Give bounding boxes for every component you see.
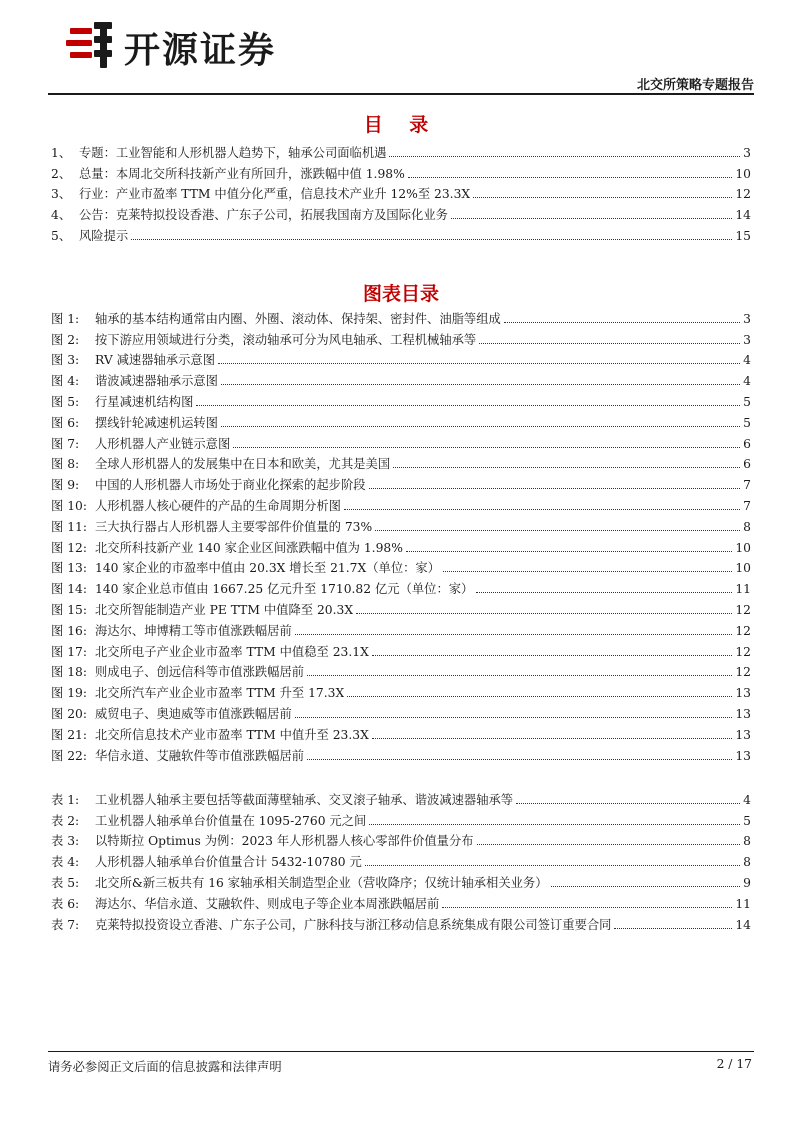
toc-entry-number: 图 4: xyxy=(51,374,80,389)
toc-leader-dots xyxy=(221,384,740,385)
toc-entry-number: 表 3: xyxy=(51,834,80,849)
toc-entry-page: 11 xyxy=(735,896,751,911)
toc-entry[interactable] xyxy=(51,787,751,808)
toc-leader-dots xyxy=(347,696,732,697)
toc-entry-page: 8 xyxy=(743,834,751,849)
toc-entry-title: 140 家企业的市盈率中值由 20.3X 增长至 21.7X（单位：家） xyxy=(95,561,441,576)
toc-entry-page: 8 xyxy=(743,855,751,870)
toc-entry[interactable] xyxy=(51,452,751,473)
toc-entry-number: 表 6: xyxy=(51,896,80,911)
toc-entry[interactable] xyxy=(51,306,751,327)
contents-list xyxy=(51,140,751,244)
toc-entry-page: 4 xyxy=(743,353,751,368)
toc-entry-page: 5 xyxy=(743,394,751,409)
toc-entry-page: 13 xyxy=(735,706,751,721)
toc-leader-dots xyxy=(443,571,732,572)
toc-leader-dots xyxy=(516,803,740,804)
toc-entry-number: 4、 xyxy=(51,208,72,223)
toc-entry-number: 图 12: xyxy=(51,540,87,555)
toc-entry[interactable] xyxy=(51,870,751,891)
toc-entry-title: 轴承的基本结构通常由内圈、外圈、滚动体、保持架、密封件、油脂等组成 xyxy=(95,311,501,326)
toc-entry-number: 图 22: xyxy=(51,748,87,763)
toc-entry-title: 北交所电子产业企业市盈率 TTM 中值稳至 23.1X xyxy=(95,644,369,659)
toc-entry-number: 图 3: xyxy=(51,353,80,368)
toc-entry-title: 北交所智能制造产业 PE TTM 中值降至 20.3X xyxy=(95,602,354,617)
toc-entry-title: 海达尔、华信永道、艾融软件、则成电子等企业本周涨跌幅居前 xyxy=(95,896,440,911)
toc-entry-page: 12 xyxy=(735,623,751,638)
toc-entry-title: 北交所&新三板共有 16 家轴承相关制造型企业（营收降序；仅统计轴承相关业务） xyxy=(95,875,548,890)
toc-leader-dots xyxy=(476,592,732,593)
toc-entry-title: 行业：产业市盈率 TTM 中值分化严重，信息技术产业升 12%至 23.3X xyxy=(79,187,471,202)
logo-mark-icon xyxy=(64,18,120,74)
toc-entry-page: 3 xyxy=(743,311,751,326)
toc-entry[interactable] xyxy=(51,389,751,410)
toc-entry-title: 摆线针轮减速机运转图 xyxy=(95,415,218,430)
toc-entry-title: 行星减速机结构图 xyxy=(95,394,194,409)
figures-list xyxy=(51,306,751,764)
toc-entry[interactable] xyxy=(51,140,751,161)
toc-entry[interactable] xyxy=(51,161,751,182)
toc-entry-title: 中国的人形机器人市场处于商业化探索的起步阶段 xyxy=(95,478,366,493)
toc-leader-dots xyxy=(307,675,732,676)
toc-leader-dots xyxy=(504,322,740,323)
toc-leader-dots xyxy=(614,928,732,929)
toc-entry-page: 10 xyxy=(735,166,751,181)
toc-entry-number: 1、 xyxy=(51,145,72,160)
toc-leader-dots xyxy=(442,907,732,908)
toc-entry-page: 12 xyxy=(735,602,751,617)
toc-entry-page: 4 xyxy=(743,792,751,807)
toc-entry[interactable] xyxy=(51,722,751,743)
toc-entry-page: 12 xyxy=(735,644,751,659)
tables-list xyxy=(51,787,751,933)
toc-entry-number: 图 14: xyxy=(51,582,87,597)
header-divider xyxy=(48,93,754,95)
toc-leader-dots xyxy=(295,634,733,635)
toc-entry-page: 8 xyxy=(743,519,751,534)
toc-entry-page: 5 xyxy=(743,813,751,828)
toc-entry-title: 人形机器人产业链示意图 xyxy=(95,436,231,451)
toc-entry-title: 140 家企业总市值由 1667.25 亿元升至 1710.82 亿元（单位：家） xyxy=(95,582,474,597)
toc-leader-dots xyxy=(131,239,732,240)
toc-entry-number: 5、 xyxy=(51,228,72,243)
figures-title: 图表目录 xyxy=(362,283,439,305)
toc-entry-page: 6 xyxy=(743,436,751,451)
toc-leader-dots xyxy=(221,426,740,427)
toc-entry[interactable] xyxy=(51,808,751,829)
toc-entry-number: 表 7: xyxy=(51,917,80,932)
toc-leader-dots xyxy=(408,177,733,178)
toc-leader-dots xyxy=(451,218,732,219)
toc-entry-number: 表 5: xyxy=(51,875,80,890)
toc-entry-title: 人形机器人轴承单台价值量合计 5432-10780 元 xyxy=(95,855,362,870)
toc-entry[interactable] xyxy=(51,223,751,244)
toc-entry-title: 华信永道、艾融软件等市值涨跌幅居前 xyxy=(95,748,305,763)
toc-entry-number: 图 6: xyxy=(51,415,80,430)
toc-entry[interactable] xyxy=(51,431,751,452)
page-indicator: 2 / 17 xyxy=(716,1057,752,1071)
toc-entry-page: 3 xyxy=(743,145,751,160)
toc-entry-page: 11 xyxy=(735,582,751,597)
toc-entry-title: 专题：工业智能和人形机器人趋势下，轴承公司面临机遇 xyxy=(79,145,387,160)
toc-entry-page: 5 xyxy=(743,415,751,430)
toc-entry-page: 7 xyxy=(743,478,751,493)
report-type-label: 北交所策略专题报告 xyxy=(636,78,754,93)
toc-entry-number: 图 11: xyxy=(51,519,87,534)
toc-entry-page: 13 xyxy=(735,686,751,701)
toc-entry[interactable] xyxy=(51,829,751,850)
toc-leader-dots xyxy=(479,343,740,344)
toc-entry-number: 图 1: xyxy=(51,311,80,326)
toc-entry-page: 13 xyxy=(735,727,751,742)
toc-entry[interactable] xyxy=(51,472,751,493)
toc-entry[interactable] xyxy=(51,348,751,369)
toc-entry[interactable] xyxy=(51,493,751,514)
toc-entry[interactable] xyxy=(51,556,751,577)
page-header xyxy=(0,0,802,100)
toc-entry[interactable] xyxy=(51,597,751,618)
toc-entry[interactable] xyxy=(51,680,751,701)
toc-entry-title: 工业机器人轴承单台价值量在 1095-2760 元之间 xyxy=(95,813,367,828)
toc-entry-page: 12 xyxy=(735,665,751,680)
toc-leader-dots xyxy=(369,824,740,825)
toc-entry[interactable] xyxy=(51,912,751,933)
toc-entry-number: 图 16: xyxy=(51,623,87,638)
toc-entry-title: 三大执行器占人形机器人主要零部件价值量的 73% xyxy=(95,519,373,534)
toc-leader-dots xyxy=(477,844,741,845)
toc-entry-page: 12 xyxy=(735,187,751,202)
toc-entry-page: 6 xyxy=(743,457,751,472)
toc-entry-page: 14 xyxy=(735,917,751,932)
toc-leader-dots xyxy=(218,363,740,364)
toc-entry-number: 图 8: xyxy=(51,457,80,472)
toc-entry-page: 7 xyxy=(743,498,751,513)
toc-entry-number: 图 17: xyxy=(51,644,87,659)
toc-entry[interactable] xyxy=(51,410,751,431)
toc-entry[interactable] xyxy=(51,891,751,912)
toc-entry-title: 谐波减速器轴承示意图 xyxy=(95,374,218,389)
toc-entry-number: 图 2: xyxy=(51,332,80,347)
toc-entry-title: 以特斯拉 Optimus 为例：2023 年人形机器人核心零部件价值量分布 xyxy=(95,834,474,849)
toc-entry[interactable] xyxy=(51,618,751,639)
toc-entry-number: 图 7: xyxy=(51,436,80,451)
toc-entry-number: 表 1: xyxy=(51,792,80,807)
toc-leader-dots xyxy=(365,865,740,866)
toc-entry[interactable] xyxy=(51,639,751,660)
toc-leader-dots xyxy=(233,447,740,448)
toc-entry-number: 图 9: xyxy=(51,478,80,493)
toc-leader-dots xyxy=(307,759,732,760)
toc-entry-number: 图 13: xyxy=(51,561,87,576)
toc-entry-title: 海达尔、坤博精工等市值涨跌幅居前 xyxy=(95,623,292,638)
toc-entry[interactable] xyxy=(51,368,751,389)
toc-entry-title: 克莱特拟投资设立香港、广东子公司，广脉科技与浙江移动信息系统集成有限公司签订重要合同 xyxy=(95,917,612,932)
toc-leader-dots xyxy=(344,509,740,510)
toc-leader-dots xyxy=(389,156,740,157)
toc-entry[interactable] xyxy=(51,514,751,535)
toc-entry-page: 13 xyxy=(735,748,751,763)
toc-entry[interactable] xyxy=(51,660,751,681)
toc-leader-dots xyxy=(369,488,741,489)
toc-entry-number: 表 4: xyxy=(51,855,80,870)
toc-entry-title: 风险提示 xyxy=(79,228,129,243)
toc-leader-dots xyxy=(356,613,732,614)
toc-leader-dots xyxy=(295,717,733,718)
toc-entry-page: 10 xyxy=(735,540,751,555)
toc-entry-number: 3、 xyxy=(51,187,72,202)
toc-entry-title: 工业机器人轴承主要包括等截面薄壁轴承、交叉滚子轴承、谐波减速器轴承等 xyxy=(95,792,514,807)
toc-entry-title: 威贸电子、奥迪威等市值涨跌幅居前 xyxy=(95,706,292,721)
toc-entry[interactable] xyxy=(51,849,751,870)
toc-entry[interactable] xyxy=(51,202,751,223)
toc-entry-title: 北交所汽车产业企业市盈率 TTM 升至 17.3X xyxy=(95,686,345,701)
toc-leader-dots xyxy=(473,197,732,198)
toc-entry-number: 表 2: xyxy=(51,813,80,828)
toc-entry-title: 公告：克莱特拟投设香港、广东子公司，拓展我国南方及国际化业务 xyxy=(79,208,448,223)
toc-leader-dots xyxy=(393,467,740,468)
company-logo xyxy=(64,18,304,74)
footer-disclaimer: 请务必参阅正文后面的信息披露和法律声明 xyxy=(48,1060,282,1074)
toc-entry-number: 图 19: xyxy=(51,686,87,701)
toc-entry[interactable] xyxy=(51,535,751,556)
contents-title: 目 录 xyxy=(363,114,439,136)
toc-entry-page: 4 xyxy=(743,374,751,389)
toc-entry-title: 总量：本周北交所科技新产业有所回升，涨跌幅中值 1.98% xyxy=(79,166,405,181)
toc-entry-page: 9 xyxy=(743,875,751,890)
toc-entry-title: 北交所科技新产业 140 家企业区间涨跌幅中值为 1.98% xyxy=(95,540,403,555)
toc-entry-number: 图 10: xyxy=(51,498,87,513)
toc-entry-title: 北交所信息技术产业市盈率 TTM 中值升至 23.3X xyxy=(95,727,369,742)
toc-entry-title: 人形机器人核心硬件的产品的生命周期分析图 xyxy=(95,498,341,513)
toc-entry-title: RV 减速器轴承示意图 xyxy=(95,353,215,368)
toc-entry-number: 图 15: xyxy=(51,602,87,617)
toc-leader-dots xyxy=(551,886,741,887)
toc-entry-title: 全球人形机器人的发展集中在日本和欧美，尤其是美国 xyxy=(95,457,391,472)
toc-entry-title: 则成电子、创远信科等市值涨跌幅居前 xyxy=(95,665,305,680)
toc-entry-number: 图 20: xyxy=(51,706,87,721)
toc-entry-number: 图 21: xyxy=(51,727,87,742)
toc-leader-dots xyxy=(406,551,732,552)
toc-entry[interactable] xyxy=(51,182,751,203)
company-name: 开源证券 xyxy=(124,30,277,71)
toc-entry[interactable] xyxy=(51,701,751,722)
toc-entry-page: 3 xyxy=(743,332,751,347)
toc-leader-dots xyxy=(372,655,733,656)
toc-entry-number: 图 18: xyxy=(51,665,87,680)
toc-leader-dots xyxy=(372,738,733,739)
toc-entry[interactable] xyxy=(51,743,751,764)
footer-divider xyxy=(48,1051,754,1052)
toc-entry-number: 2、 xyxy=(51,166,72,181)
toc-entry[interactable] xyxy=(51,327,751,348)
toc-leader-dots xyxy=(375,530,740,531)
toc-entry[interactable] xyxy=(51,576,751,597)
toc-entry-page: 14 xyxy=(735,208,751,223)
toc-entry-page: 10 xyxy=(735,561,751,576)
toc-entry-title: 按下游应用领域进行分类，滚动轴承可分为风电轴承、工程机械轴承等 xyxy=(95,332,477,347)
toc-entry-page: 15 xyxy=(735,228,751,243)
toc-entry-number: 图 5: xyxy=(51,394,80,409)
toc-leader-dots xyxy=(196,405,740,406)
